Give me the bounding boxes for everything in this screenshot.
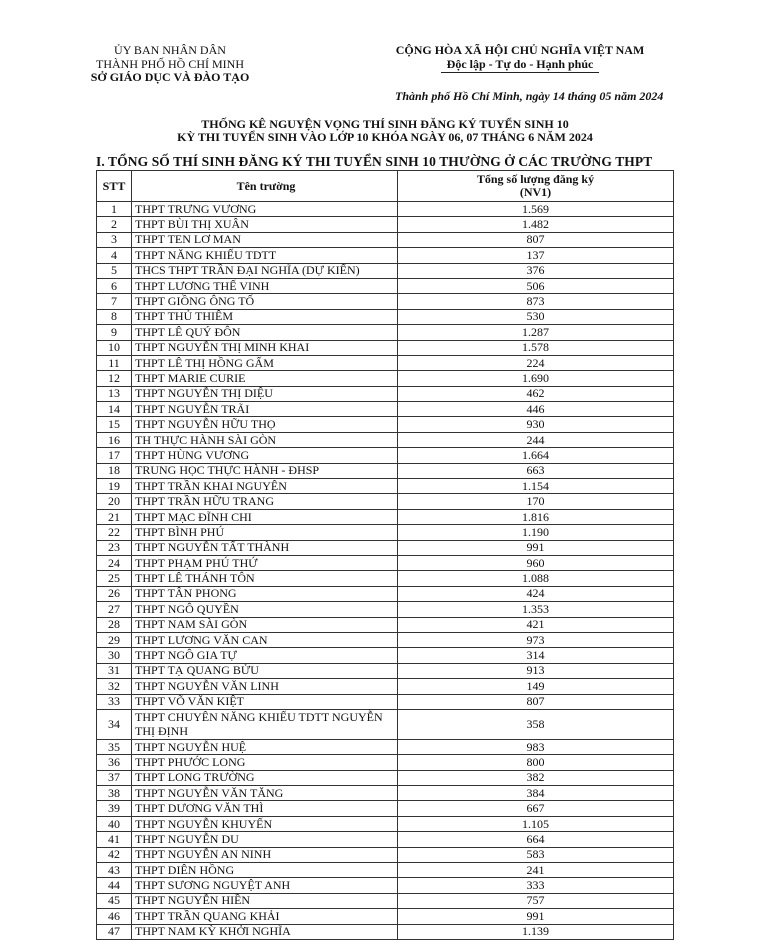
table-row (97, 479, 674, 494)
row-school-name: THPT DIÊN HỒNG (132, 863, 398, 878)
table-row (97, 232, 674, 247)
row-school-name: THPT HÙNG VƯƠNG (132, 448, 398, 463)
row-school-name: THPT GIỒNG ÔNG TỐ (132, 294, 398, 309)
row-registration-count: 1.190 (398, 525, 674, 540)
row-school-name: THPT NGUYỄN VĂN LINH (132, 679, 398, 694)
row-stt: 4 (97, 248, 132, 263)
table-row (97, 525, 674, 540)
row-registration-count: 1.088 (398, 571, 674, 586)
row-registration-count: 462 (398, 386, 674, 401)
row-registration-count: 1.353 (398, 602, 674, 617)
row-stt: 45 (97, 893, 132, 908)
row-registration-count: 991 (398, 909, 674, 924)
table-row (97, 617, 674, 632)
row-stt: 36 (97, 755, 132, 770)
row-stt: 18 (97, 463, 132, 478)
row-stt: 42 (97, 847, 132, 862)
table-row (97, 217, 674, 232)
table-row (97, 679, 674, 694)
row-school-name: THPT NGUYỄN AN NINH (132, 847, 398, 862)
row-school-name: THPT LÊ THÁNH TÔN (132, 571, 398, 586)
row-stt: 2 (97, 217, 132, 232)
row-registration-count: 757 (398, 893, 674, 908)
row-stt: 17 (97, 448, 132, 463)
table-row (97, 202, 674, 217)
table-row (97, 540, 674, 555)
row-school-name: THPT NĂNG KHIẾU TDTT (132, 248, 398, 263)
row-registration-count: 973 (398, 632, 674, 647)
row-stt: 25 (97, 571, 132, 586)
table-row (97, 263, 674, 278)
row-school-name: THPT NGÔ GIA TỰ (132, 648, 398, 663)
table-row (97, 739, 674, 754)
table-row (97, 402, 674, 417)
row-stt: 35 (97, 739, 132, 754)
row-stt: 38 (97, 786, 132, 801)
row-school-name: THPT BÌNH PHÚ (132, 525, 398, 540)
table-row (97, 863, 674, 878)
table-row (97, 248, 674, 263)
table-row (97, 309, 674, 324)
row-registration-count: 384 (398, 786, 674, 801)
row-registration-count: 358 (398, 709, 674, 739)
row-registration-count: 930 (398, 417, 674, 432)
row-registration-count: 960 (398, 555, 674, 570)
row-registration-count: 333 (398, 878, 674, 893)
row-stt: 10 (97, 340, 132, 355)
row-stt: 29 (97, 632, 132, 647)
row-school-name: THPT TẠ QUANG BỬU (132, 663, 398, 678)
row-registration-count: 807 (398, 694, 674, 709)
table-row (97, 632, 674, 647)
table-row (97, 832, 674, 847)
row-school-name: THPT BÙI THỊ XUÂN (132, 217, 398, 232)
row-registration-count: 1.664 (398, 448, 674, 463)
document-date: Thành phố Hồ Chí Minh, ngày 14 tháng 05 năm 2024 (395, 89, 664, 103)
row-stt: 47 (97, 924, 132, 939)
row-school-name: THPT LONG TRƯỜNG (132, 770, 398, 785)
row-school-name: THPT NGUYỄN THỊ DIỆU (132, 386, 398, 401)
row-registration-count: 664 (398, 832, 674, 847)
row-stt: 19 (97, 479, 132, 494)
table-row (97, 340, 674, 355)
table-row (97, 755, 674, 770)
row-stt: 39 (97, 801, 132, 816)
row-school-name: THPT DƯƠNG VĂN THÌ (132, 801, 398, 816)
row-school-name: THPT NGUYỄN KHUYẾN (132, 816, 398, 831)
row-stt: 37 (97, 770, 132, 785)
row-registration-count: 421 (398, 617, 674, 632)
row-school-name: THPT LƯƠNG VĂN CAN (132, 632, 398, 647)
table-row (97, 878, 674, 893)
row-school-name: THPT LÊ THỊ HỒNG GẤM (132, 355, 398, 370)
row-stt: 20 (97, 494, 132, 509)
agency-line-3 (40, 71, 300, 85)
row-registration-count: 1.816 (398, 509, 674, 524)
row-school-name: THPT MARIE CURIE (132, 371, 398, 386)
document-title-line-1: THỐNG KÊ NGUYỆN VỌNG THÍ SINH ĐĂNG KÝ TUYỂN SINH 10 (201, 117, 569, 131)
row-registration-count: 873 (398, 294, 674, 309)
row-stt: 26 (97, 586, 132, 601)
table-header-row (97, 171, 674, 202)
table-row (97, 709, 674, 739)
row-registration-count: 663 (398, 463, 674, 478)
row-registration-count: 530 (398, 309, 674, 324)
table-row (97, 325, 674, 340)
column-header-registration-count (398, 171, 674, 202)
row-registration-count: 807 (398, 232, 674, 247)
row-registration-count: 149 (398, 679, 674, 694)
table-row (97, 816, 674, 831)
row-school-name: THPT LƯƠNG THẾ VINH (132, 278, 398, 293)
column-header-stt: STT (97, 171, 132, 202)
row-stt: 11 (97, 355, 132, 370)
row-school-name: THPT TRẦN QUANG KHẢI (132, 909, 398, 924)
row-registration-count: 667 (398, 801, 674, 816)
table-row (97, 786, 674, 801)
row-stt: 40 (97, 816, 132, 831)
row-school-name: THPT SƯƠNG NGUYỆT ANH (132, 878, 398, 893)
table-row (97, 278, 674, 293)
row-registration-count: 1.482 (398, 217, 674, 232)
agency-line-2: THÀNH PHỐ HỒ CHÍ MINH (96, 56, 244, 71)
row-registration-count: 1.154 (398, 479, 674, 494)
row-registration-count: 1.139 (398, 924, 674, 939)
table-row (97, 893, 674, 908)
row-school-name: THPT NGUYỄN TẤT THÀNH (132, 540, 398, 555)
row-stt: 15 (97, 417, 132, 432)
table-row (97, 663, 674, 678)
row-stt: 13 (97, 386, 132, 401)
row-stt: 23 (97, 540, 132, 555)
table-row (97, 602, 674, 617)
row-registration-count: 314 (398, 648, 674, 663)
row-stt: 1 (97, 202, 132, 217)
row-school-name: THPT THỦ THIÊM (132, 309, 398, 324)
row-stt: 8 (97, 309, 132, 324)
row-school-name: THPT NGUYỄN HIỀN (132, 893, 398, 908)
table-row (97, 463, 674, 478)
table-row (97, 509, 674, 524)
row-stt: 31 (97, 663, 132, 678)
row-school-name: THPT NGUYỄN DU (132, 832, 398, 847)
row-stt: 34 (97, 709, 132, 739)
table-row (97, 417, 674, 432)
row-school-name: THPT TÂN PHONG (132, 586, 398, 601)
row-school-name: THPT MẠC ĐĨNH CHI (132, 509, 398, 524)
row-registration-count: 170 (398, 494, 674, 509)
row-stt: 44 (97, 878, 132, 893)
row-registration-count: 1.578 (398, 340, 674, 355)
row-school-name: THPT TEN LƠ MAN (132, 232, 398, 247)
row-school-name: THPT NAM SÀI GÒN (132, 617, 398, 632)
row-school-name: THPT NGUYỄN VĂN TĂNG (132, 786, 398, 801)
row-stt: 6 (97, 278, 132, 293)
registration-table (96, 170, 674, 940)
row-school-name: THPT TRẦN KHAI NGUYÊN (132, 479, 398, 494)
row-stt: 9 (97, 325, 132, 340)
row-stt: 7 (97, 294, 132, 309)
row-stt: 14 (97, 402, 132, 417)
row-school-name: THPT TRƯNG VƯƠNG (132, 202, 398, 217)
row-stt: 22 (97, 525, 132, 540)
row-registration-count: 1.287 (398, 325, 674, 340)
row-registration-count: 583 (398, 847, 674, 862)
table-row (97, 555, 674, 570)
row-school-name: THPT NGUYỄN HỮU THỌ (132, 417, 398, 432)
department-name: SỞ GIÁO DỤC VÀ ĐÀO TẠO (90, 70, 250, 84)
row-stt: 33 (97, 694, 132, 709)
row-registration-count: 241 (398, 863, 674, 878)
row-stt: 21 (97, 509, 132, 524)
row-school-name: THPT NGÔ QUYỀN (132, 602, 398, 617)
row-registration-count: 137 (398, 248, 674, 263)
table-row (97, 448, 674, 463)
row-registration-count: 224 (398, 355, 674, 370)
row-school-name: THPT NGUYỄN THỊ MINH KHAI (132, 340, 398, 355)
row-registration-count: 1.569 (398, 202, 674, 217)
row-school-name: THPT CHUYÊN NĂNG KHIẾU TDTT NGUYỄN THỊ ĐỊNH (132, 709, 398, 739)
row-stt: 5 (97, 263, 132, 278)
row-registration-count: 506 (398, 278, 674, 293)
row-stt: 28 (97, 617, 132, 632)
row-registration-count: 446 (398, 402, 674, 417)
row-school-name: THPT LÊ QUÝ ĐÔN (132, 325, 398, 340)
table-row (97, 494, 674, 509)
row-stt: 43 (97, 863, 132, 878)
row-stt: 16 (97, 432, 132, 447)
section-heading: I. TỔNG SỐ THÍ SINH ĐĂNG KÝ THI TUYỂN SINH 10 THƯỜNG Ở CÁC TRƯỜNG THPT (96, 154, 653, 169)
motto: Độc lập - Tự do - Hạnh phúc (441, 58, 600, 74)
row-registration-count: 991 (398, 540, 674, 555)
issuing-agency-block (40, 44, 300, 85)
table-row (97, 648, 674, 663)
row-stt: 30 (97, 648, 132, 663)
table-row (97, 571, 674, 586)
table-row (97, 371, 674, 386)
country-name: CỘNG HÒA XÃ HỘI CHỦ NGHĨA VIỆT NAM (395, 43, 645, 57)
row-school-name: THPT VÕ VĂN KIỆT (132, 694, 398, 709)
column-header-school-name: Tên trường (132, 171, 398, 202)
row-stt: 32 (97, 679, 132, 694)
row-stt: 46 (97, 909, 132, 924)
table-row (97, 801, 674, 816)
row-registration-count: 1.690 (398, 371, 674, 386)
row-school-name: TH THỰC HÀNH SÀI GÒN (132, 432, 398, 447)
row-stt: 3 (97, 232, 132, 247)
agency-line-1: ỦY BAN NHÂN DÂN (114, 43, 226, 57)
row-registration-count: 244 (398, 432, 674, 447)
row-school-name: THPT TRẦN HỮU TRANG (132, 494, 398, 509)
table-row (97, 924, 674, 939)
row-school-name: THPT PHẠM PHÚ THỨ (132, 555, 398, 570)
row-stt: 41 (97, 832, 132, 847)
row-registration-count: 376 (398, 263, 674, 278)
row-registration-count: 424 (398, 586, 674, 601)
table-row (97, 694, 674, 709)
row-school-name: THPT NGUYỄN HUỆ (132, 739, 398, 754)
count-header-line-1: Tổng số lượng đăng ký (476, 172, 595, 186)
table-row (97, 294, 674, 309)
row-registration-count: 913 (398, 663, 674, 678)
count-header-line-2: (NV1) (519, 185, 552, 199)
table-row (97, 847, 674, 862)
table-row (97, 909, 674, 924)
row-stt: 27 (97, 602, 132, 617)
row-school-name: TRUNG HỌC THỰC HÀNH - ĐHSP (132, 463, 398, 478)
row-stt: 24 (97, 555, 132, 570)
table-row (97, 355, 674, 370)
row-school-name: THCS THPT TRẦN ĐẠI NGHĨA (DỰ KIẾN) (132, 263, 398, 278)
row-school-name: THPT NAM KỲ KHỞI NGHĨA (132, 924, 398, 939)
row-registration-count: 1.105 (398, 816, 674, 831)
table-row (97, 586, 674, 601)
row-school-name: THPT PHƯỚC LONG (132, 755, 398, 770)
table-row (97, 432, 674, 447)
row-registration-count: 800 (398, 755, 674, 770)
row-stt: 12 (97, 371, 132, 386)
row-school-name: THPT NGUYỄN TRÃI (132, 402, 398, 417)
document-title-line-2: KỲ THI TUYỂN SINH VÀO LỚP 10 KHÓA NGÀY 06, 07 THÁNG 6 NĂM 2024 (177, 130, 593, 144)
row-registration-count: 382 (398, 770, 674, 785)
row-registration-count: 983 (398, 739, 674, 754)
national-motto-block (370, 44, 670, 73)
table-row (97, 770, 674, 785)
table-row (97, 386, 674, 401)
